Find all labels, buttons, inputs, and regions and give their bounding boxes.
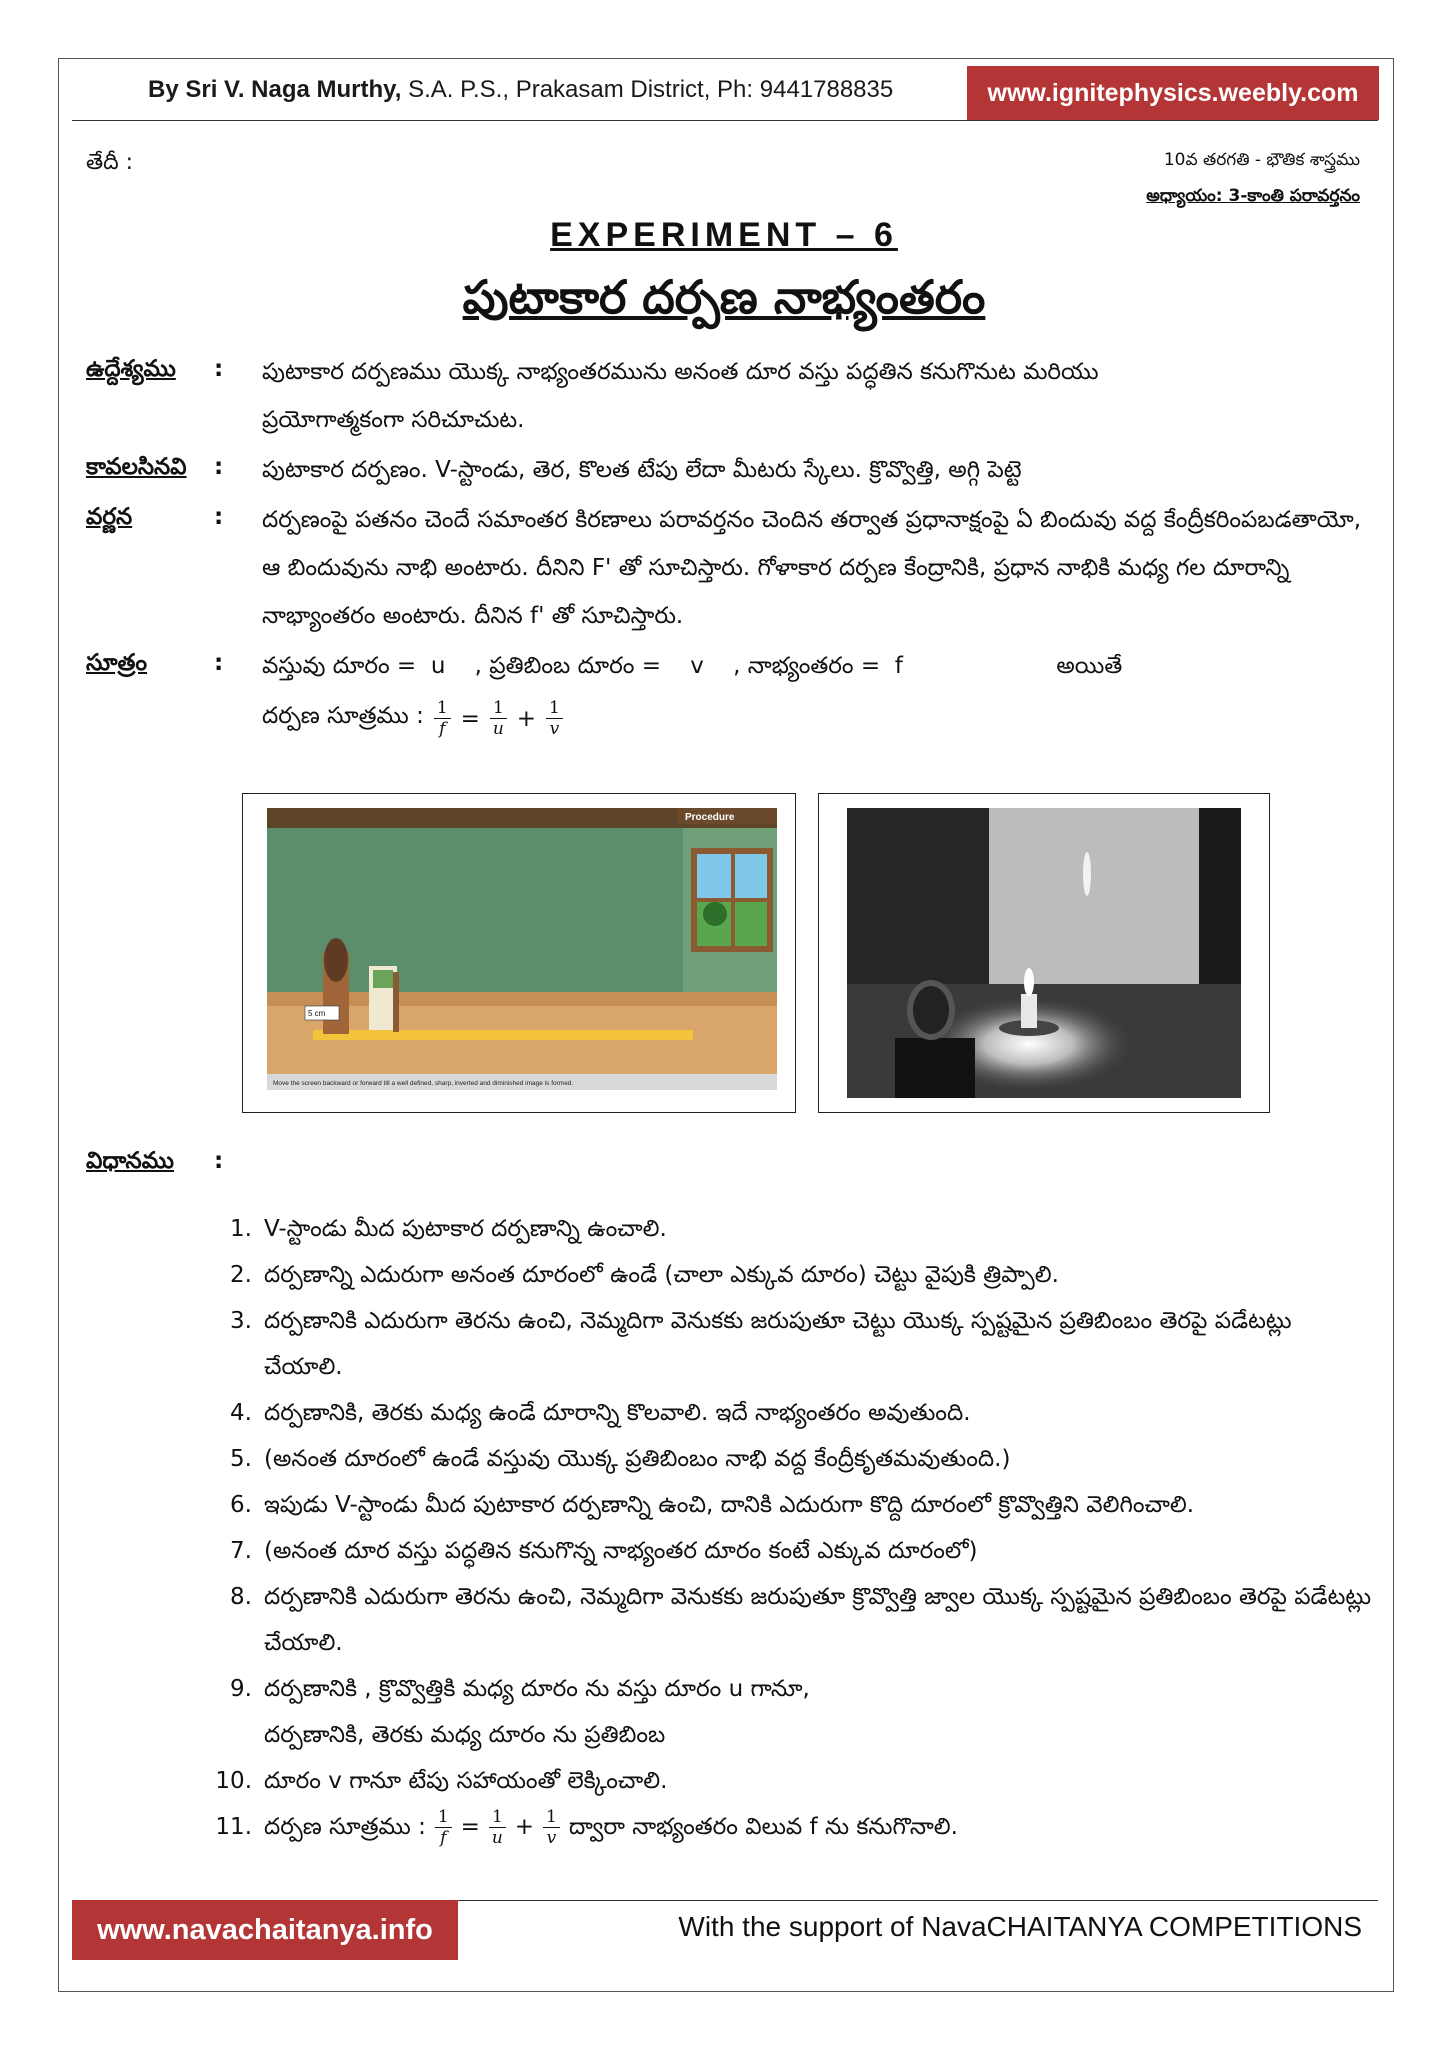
formula-variables: వస్తువు దూరం = u , ప్రతిబింబ దూరం = v , నాభ్యంతరం = f అయితే <box>262 653 1123 679</box>
description-text: దర్పణంపై పతనం చెందే సమాంతర కిరణాలు పరావర్తనం చెందిన తర్వాత ప్రధానాక్షంపై ఏ బిందువు వద్ద కేంద్రీకరింపబడతాయో, ఆ బిందువును నాభి అంటారు. దీనిని F' తో సూచిస్తారు. గోళాకార దర్పణ కేంద్రానికి, ప్రధాన నాభికి మధ్య గల దూరాన్ని నాభ్యాంతరం అంటారు. దీనిన f' తో సూచిస్తారు. <box>262 507 1362 629</box>
aim-label: ఉద్దేశ్యము <box>86 356 176 382</box>
footer-support-text: With the support of NavaCHAITANYA COMPETITIONS <box>678 1911 1362 1942</box>
candle-photo-illustration <box>819 794 1268 1111</box>
sim-scale-label: 5 cm <box>308 1009 326 1018</box>
step-item: 6. ఇపుడు V-స్టాండు మీద పుటాకార దర్పణాన్ని ఉంచి, దానికి ఎదురుగా కొద్ది దూరంలో క్రొవ్వొత్తిని వెలిగించాలి. <box>230 1492 1195 1518</box>
candle-photo <box>818 793 1270 1113</box>
date-label: తేదీ : <box>86 150 134 175</box>
step-item: 5. (అనంత దూరంలో ఉండే వస్తువు యొక్క ప్రతిబింబం నాభి వద్ద కేంద్రీకృతమవుతుంది.) <box>230 1446 1011 1472</box>
step-item: 3. దర్పణానికి ఎదురుగా తెరను ఉంచి, నెమ్మదిగా వెనుకకు జరుపుతూ చెట్టు యొక్క స్పష్టమైన ప్రతిబింబం తెరపై పడేటట్లు చేయాలి. <box>230 1308 1292 1380</box>
header-divider <box>72 120 1378 121</box>
footer-website-link[interactable]: www.navachaitanya.info <box>72 1900 458 1960</box>
class-subject: 10వ తరగతి - భౌతిక శాస్త్రము <box>1163 150 1360 170</box>
aim-colon: : <box>214 356 224 382</box>
step-item: 1. V-స్టాండు మీద పుటాకార దర్పణాన్ని ఉంచాలి. <box>230 1216 667 1242</box>
description-label: వర్ణన <box>86 504 133 530</box>
step-item: 7. (అనంత దూర వస్తు పద్ధతిన కనుగొన్న నాభ్యంతర దూరం కంటే ఎక్కువ దూరంలో) <box>230 1538 978 1564</box>
sim-procedure-badge: Procedure <box>685 812 735 823</box>
formula-colon: : <box>214 650 224 676</box>
header-author: By Sri V. Naga Murthy, S.A. P.S., Prakasam District, Ph: 9441788835 <box>148 76 894 103</box>
chapter-label: అధ్యాయం: 3-కాంతి పరావర్తనం <box>1146 186 1360 206</box>
procedure-colon: : <box>214 1148 224 1174</box>
mirror-formula: దర్పణ సూత్రము : $\frac{1}{f}$ = $\frac{1}{u}$ + $\frac{1}{v}$ <box>262 698 563 739</box>
step-item-formula: 11. దర్పణ సూత్రము : $\frac{1}{f}$ = $\frac{1}{u}$ + $\frac{1}{v}$ ద్వారా నాభ్యంతరం విలువ f ను కనుగొనాలి. <box>215 1806 958 1848</box>
header-website-link[interactable]: www.ignitephysics.weebly.com <box>967 66 1379 120</box>
description-colon: : <box>214 504 224 530</box>
simulation-illustration <box>243 794 794 1111</box>
step-item: 10. దూరం v గానూ టేపు సహాయంతో లెక్కించాలి. <box>215 1768 668 1794</box>
formula-label: సూత్రం <box>86 650 148 676</box>
step-item: 8. దర్పణానికి ఎదురుగా తెరను ఉంచి, నెమ్మదిగా వెనుకకు జరుపుతూ క్రొవ్వొత్తి జ్వాల యొక్క స్పష్టమైన ప్రతిబింబం తెరపై పడేటట్లు చేయాలి. <box>230 1584 1372 1656</box>
sim-caption: Move the screen backward or forward till a well defined, sharp, inverted and diminished image is formed. <box>273 1080 574 1087</box>
materials-text: పుటాకార దర్పణం. V-స్టాండు, తెర, కొలత టేపు లేదా మీటరు స్కేలు. క్రొవ్వొత్తి, అగ్గి పెట్టె <box>262 457 1022 483</box>
step-item: 9. దర్పణానికి , క్రొవ్వొత్తికి మధ్య దూరం ను వస్తు దూరం u గానూ, దర్పణానికి, తెరకు మధ్య దూరం ను ప్రతిబింబ <box>230 1676 810 1748</box>
materials-label: కావలసినవి <box>86 454 187 480</box>
procedure-steps <box>212 1206 1372 1850</box>
aim-text: పుటాకార దర్పణము యొక్క నాభ్యంతరమును అనంత దూర వస్తు పద్ధతిన కనుగొనుట మరియు ప్రయోగాత్మకంగా సరిచూచుట. <box>262 359 1099 433</box>
experiment-heading: EXPERIMENT – 6 <box>550 216 898 254</box>
step-item: 2. దర్పణాన్ని ఎదురుగా అనంత దూరంలో ఉండే (చాలా ఎక్కువ దూరం) చెట్టు వైపుకి త్రిప్పాలి. <box>230 1262 1059 1288</box>
procedure-label: విధానము <box>86 1148 174 1174</box>
step-item: 4. దర్పణానికి, తెరకు మధ్య ఉండే దూరాన్ని కొలవాలి. ఇదే నాభ్యంతరం అవుతుంది. <box>230 1400 971 1426</box>
page-title: పుటాకార దర్పణ నాభ్యంతరం <box>462 270 986 324</box>
simulation-image <box>242 793 796 1113</box>
materials-colon: : <box>214 454 224 480</box>
